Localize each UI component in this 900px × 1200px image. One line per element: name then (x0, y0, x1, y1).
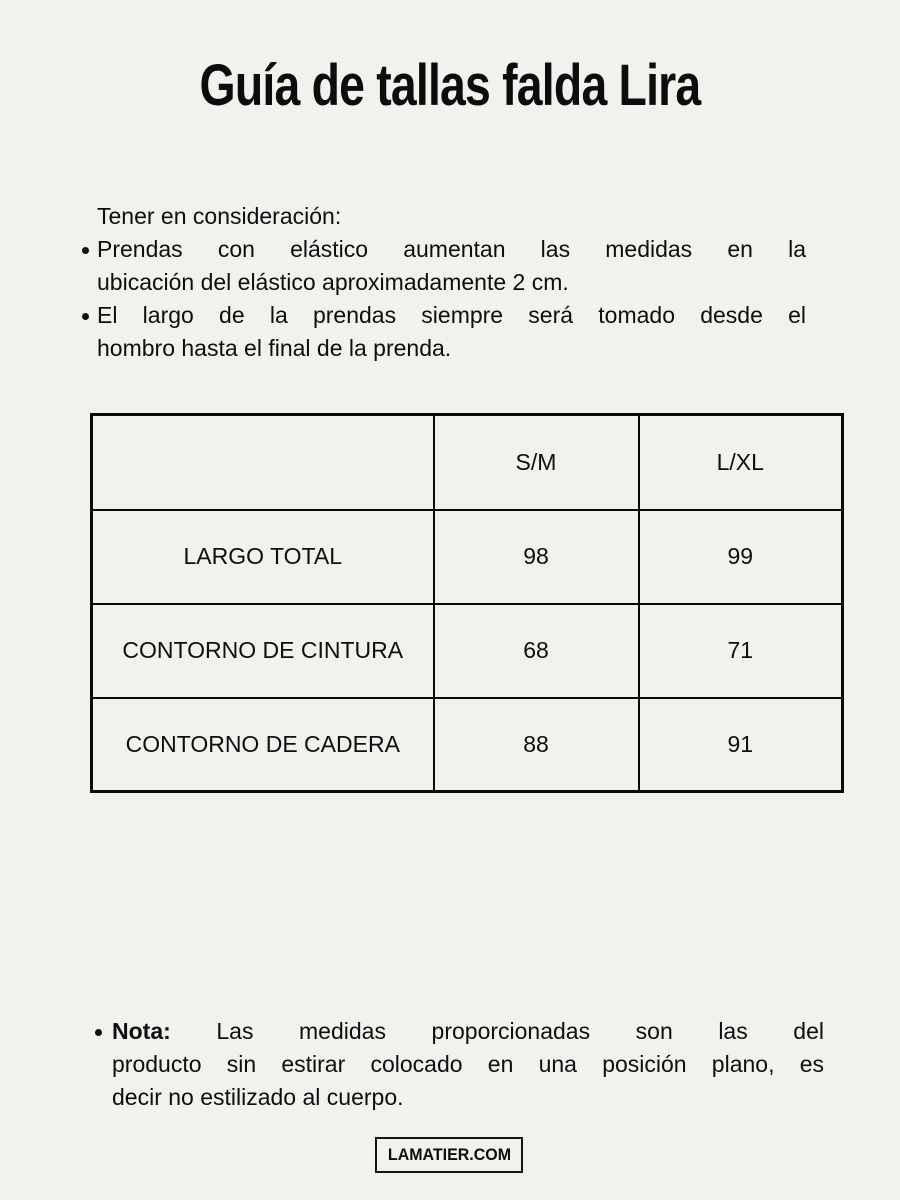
table-row (92, 510, 843, 604)
size-table (90, 413, 844, 793)
bullet-line: hombro hasta el final de la prenda. (97, 335, 452, 361)
cell-value: 99 (639, 510, 843, 604)
bullet-text (97, 299, 806, 365)
cell-value: 88 (434, 698, 639, 792)
cell-value: 91 (639, 698, 843, 792)
bullet-icon (82, 247, 89, 254)
page-title: Guía de tallas falda Lira (199, 53, 701, 118)
cell-value: 98 (434, 510, 639, 604)
bullet-text (97, 233, 806, 299)
list-item (82, 299, 806, 365)
considerations-section (82, 200, 806, 365)
cell-value: 71 (639, 604, 843, 698)
list-item (82, 233, 806, 299)
brand-box (375, 1137, 523, 1173)
corner-header-cell (92, 415, 434, 510)
bullet-icon (95, 1029, 102, 1036)
column-header-sm: S/M (434, 415, 639, 510)
note-line: decir no estilizado al cuerpo. (112, 1084, 404, 1110)
bullet-line: El largo de la prendas siempre será tomado desde el (97, 302, 806, 328)
note-text (112, 1015, 824, 1114)
bullet-line: ubicación del elástico aproximadamente 2 cm. (97, 269, 569, 295)
note-section (95, 1015, 824, 1114)
note-line (112, 1015, 824, 1048)
row-label: CONTORNO DE CADERA (92, 698, 434, 792)
bullet-line: Prendas con elástico aumentan las medidas en la (97, 236, 806, 262)
table-header-row (92, 415, 843, 510)
note-label: Nota: (112, 1018, 171, 1044)
size-table-container (90, 413, 844, 793)
table-row (92, 698, 843, 792)
column-header-lxl: L/XL (639, 415, 843, 510)
table-row (92, 604, 843, 698)
brand-text: LAMATIER.COM (387, 1145, 511, 1164)
considerations-intro: Tener en consideración: (97, 203, 342, 229)
cell-value: 68 (434, 604, 639, 698)
note-line-rest: Las medidas proporcionadas son las del (216, 1018, 824, 1044)
note-line: producto sin estirar colocado en una posición plano, es (112, 1051, 824, 1077)
row-label: LARGO TOTAL (92, 510, 434, 604)
row-label: CONTORNO DE CINTURA (92, 604, 434, 698)
bullet-icon (82, 313, 89, 320)
